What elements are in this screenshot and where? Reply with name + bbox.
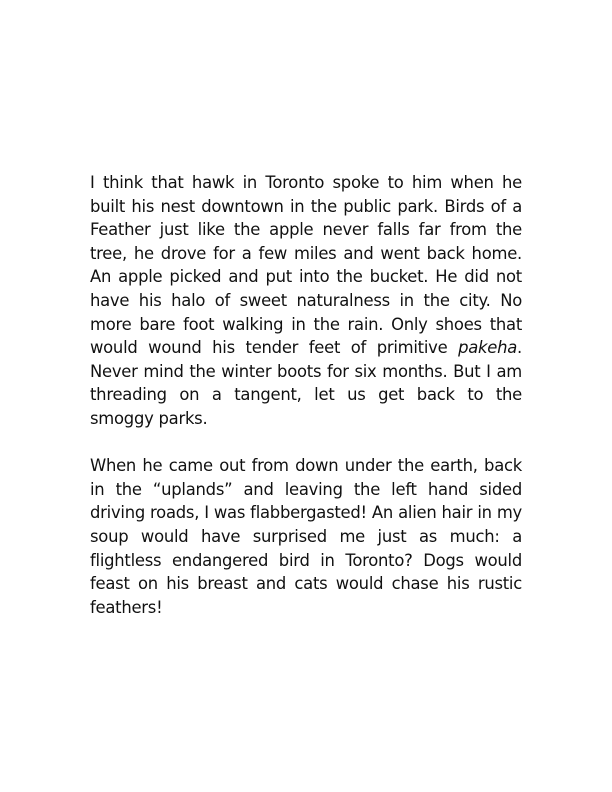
document-body (90, 171, 522, 619)
text-line: feast on his breast and cats would chase his rustic (90, 574, 522, 594)
text-line: When he came out from down under the earth, back (90, 456, 522, 476)
text-line: more bare foot walking in the rain. Only shoes that (90, 314, 522, 334)
text-line: Never mind the winter boots for six months. But I am (90, 361, 522, 381)
text-line: feathers! (90, 597, 163, 617)
text-line: tree, he drove for a few miles and went back home. (90, 243, 522, 263)
text-segment: . (517, 338, 522, 358)
paragraph-2 (90, 454, 522, 619)
text-line: threading on a tangent, let us get back to the (90, 385, 522, 405)
text-line: Feather just like the apple never falls far from the (90, 220, 522, 240)
text-line-with-italic (90, 336, 522, 360)
text-line: driving roads, I was flabbergasted! An alien hair in my (90, 503, 522, 523)
text-line: have his halo of sweet naturalness in the city. No (90, 290, 522, 310)
text-line: flightless endangered bird in Toronto? Dogs would (90, 550, 522, 570)
italic-word-pakeha: pakeha (458, 338, 518, 358)
text-line: I think that hawk in Toronto spoke to him when he (90, 173, 522, 192)
text-segment: would wound his tender feet of primitive (90, 338, 459, 358)
text-line: in the “uplands” and leaving the left hand sided (90, 479, 522, 499)
text-line: smoggy parks. (90, 408, 208, 428)
paragraph-1 (90, 171, 522, 431)
text-line: soup would have surprised me just as much: a (90, 526, 522, 546)
text-line: built his nest downtown in the public park. Birds of a (90, 196, 522, 216)
text-line: An apple picked and put into the bucket. He did not (90, 267, 522, 287)
